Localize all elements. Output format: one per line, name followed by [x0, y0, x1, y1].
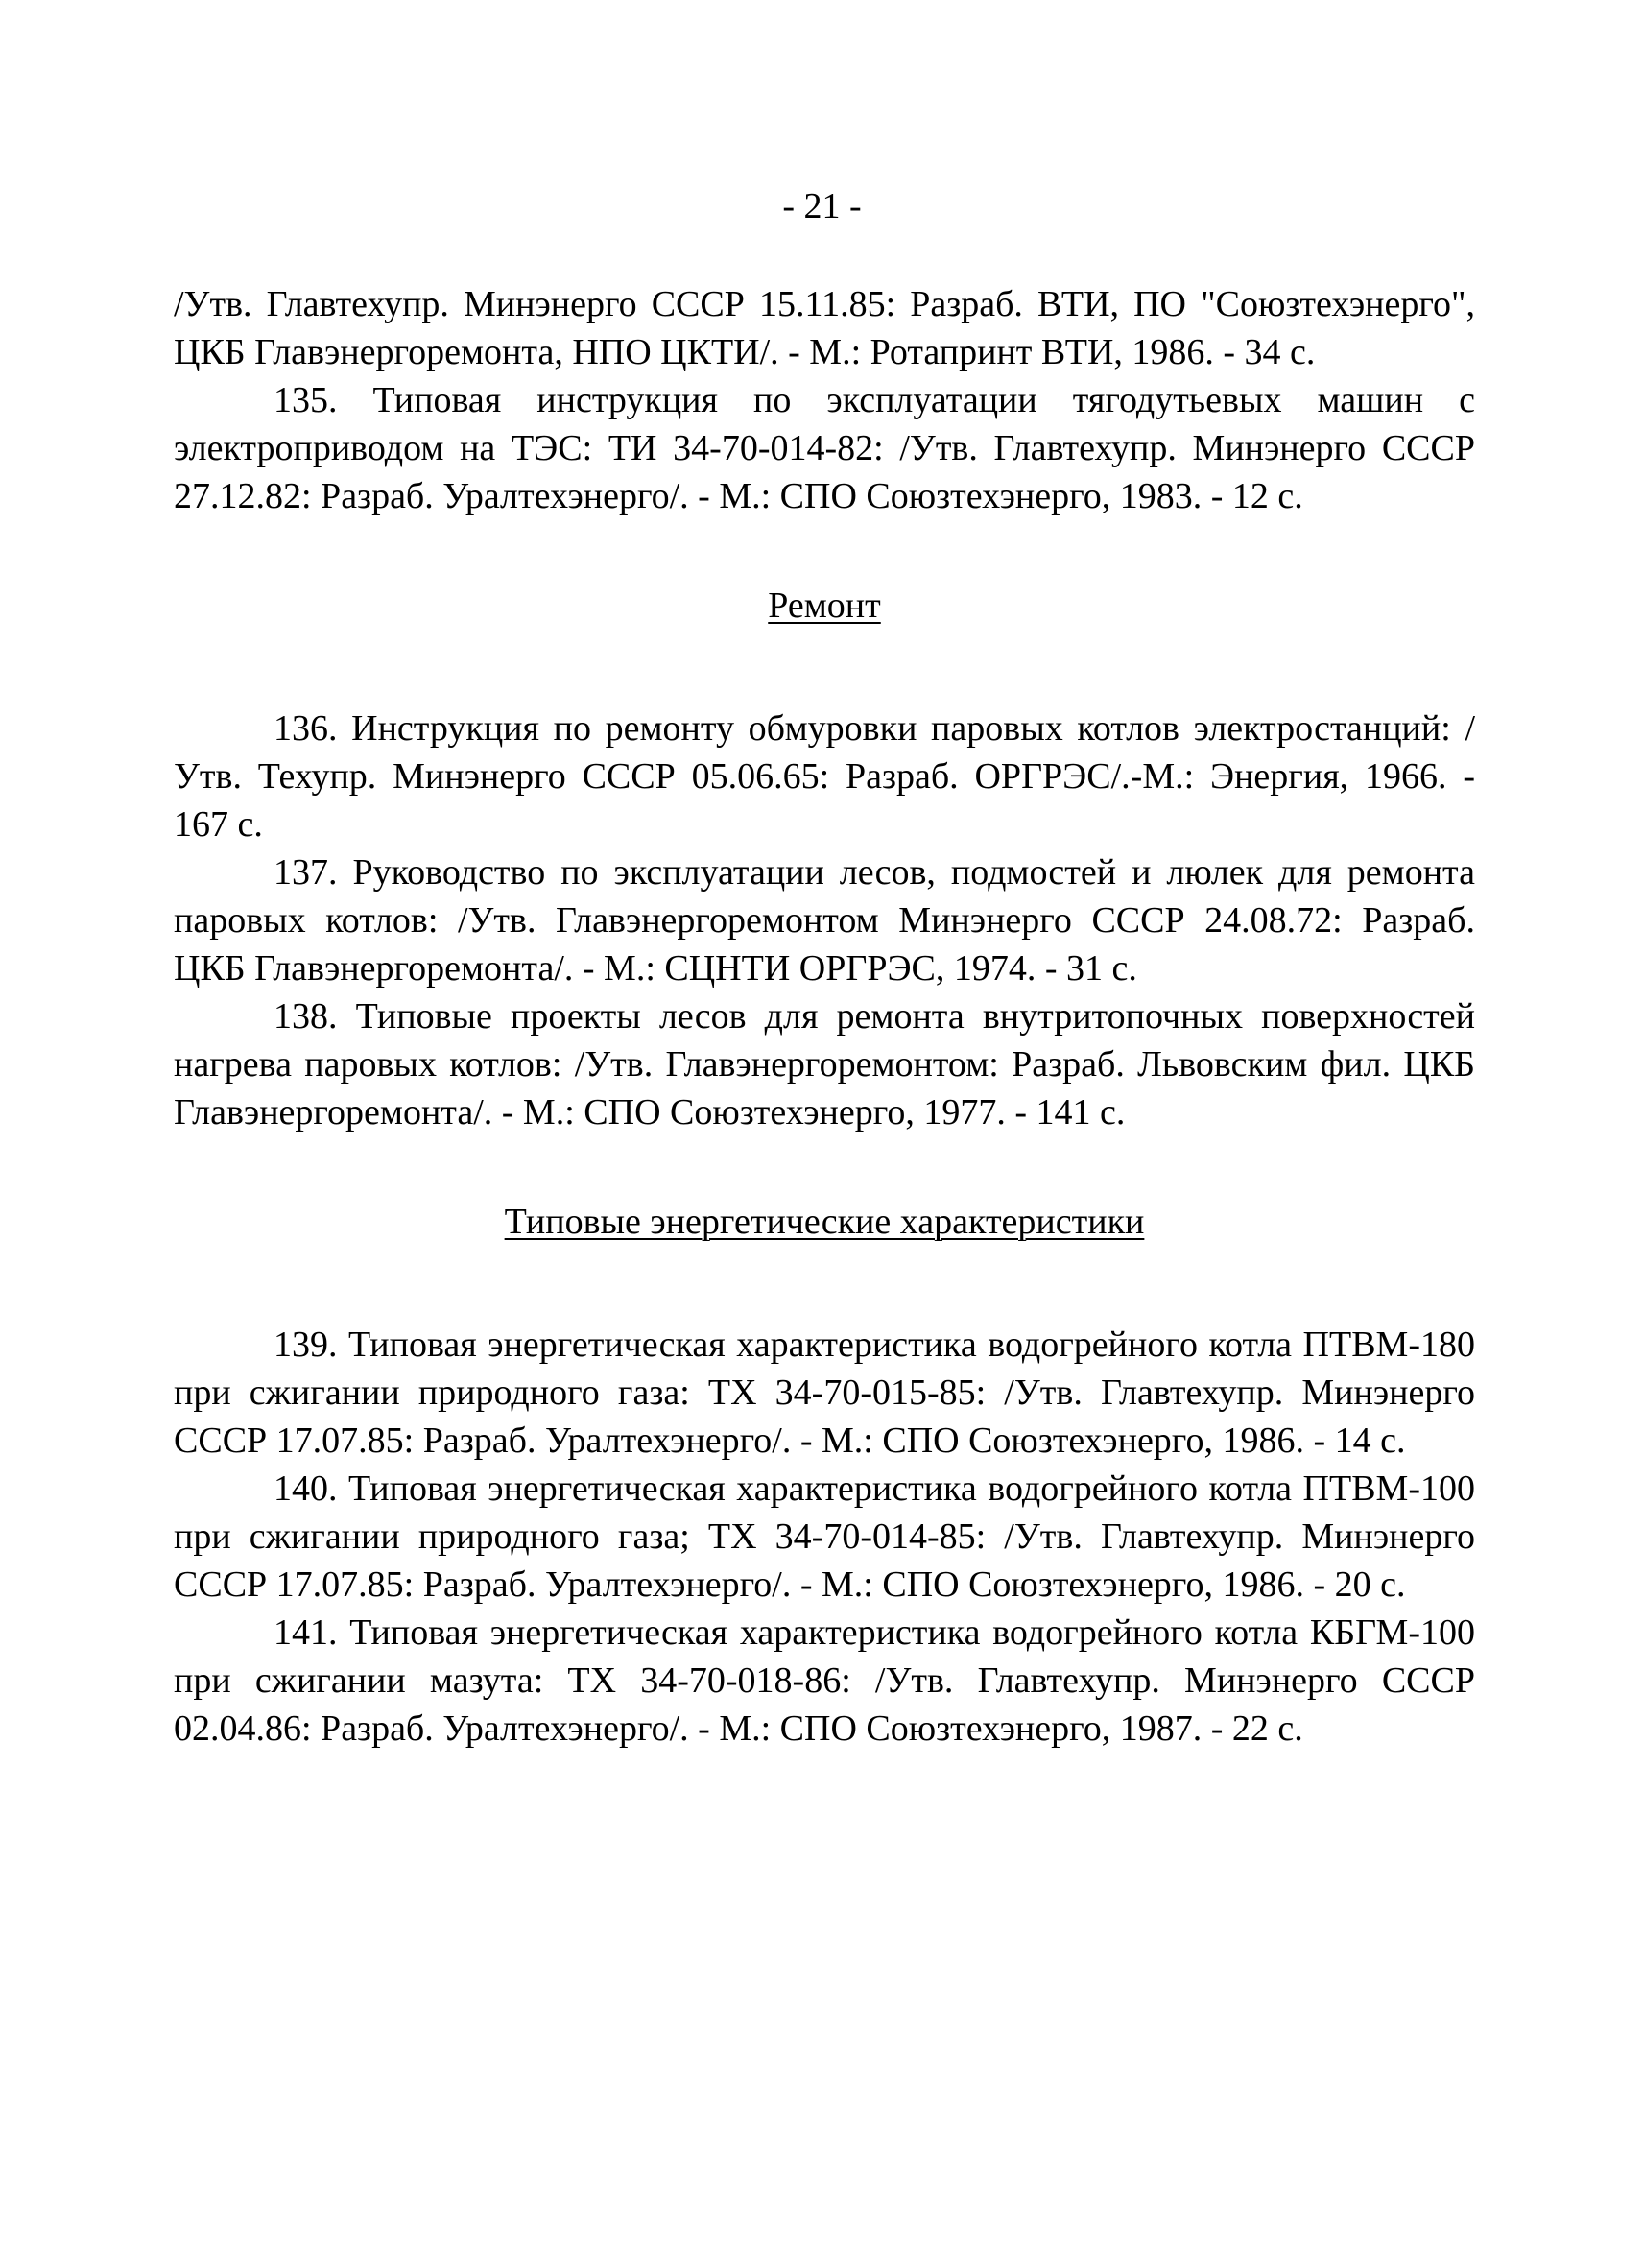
reference-entry-138: 138. Типовые проекты лесов для ремонта внутритопочных поверхностей нагрева паровых котлов: /Утв. Главэнергоремонтом: Разраб. Львовским фил. ЦКБ Главэнергоремонта/. - М.: СПО Союзтехэнерго, 1977. - 141 с.	[174, 996, 1475, 1133]
reference-entry-135: 135. Типовая инструкция по эксплуатации тягодутьевых машин с электроприводом на ТЭС: ТИ 34-70-014-82: /Утв. Главтехупр. Минэнерго СССР 27.12.82: Разраб. Уралтехэнерго/. - М.: СПО Союзтехэнерго, 1983. - 12 с.	[174, 380, 1475, 516]
page-number: - 21 -	[782, 186, 862, 227]
reference-entry-139: 139. Типовая энергетическая характеристика водогрейного котла ПТВМ-180 при сжигании природного газа: ТХ 34-70-015-85: /Утв. Главтехупр. Минэнерго СССР 17.07.85: Разраб. Уралтехэнерго/. - М.: СПО Союзтехэнерго, 1986. - 14 с.	[174, 1325, 1475, 1461]
page-content	[174, 280, 1475, 1753]
section-heading-energy-characteristics	[174, 1198, 1475, 1321]
reference-entry-141: 141. Типовая энергетическая характеристика водогрейного котла КБГМ-100 при сжигании мазута: ТХ 34-70-018-86: /Утв. Главтехупр. Минэнерго СССР 02.04.86: Разраб. Уралтехэнерго/. - М.: СПО Союзтехэнерго, 1987. - 22 с.	[174, 1612, 1475, 1749]
reference-entry-140: 140. Типовая энергетическая характеристика водогрейного котла ПТВМ-100 при сжигании природного газа; ТХ 34-70-014-85: /Утв. Главтехупр. Минэнерго СССР 17.07.85: Разраб. Уралтехэнерго/. - М.: СПО Союзтехэнерго, 1986. - 20 с.	[174, 1468, 1475, 1605]
reference-entry-136: 136. Инструкция по ремонту обмуровки паровых котлов электростанций: /Утв. Техупр. Минэнерго СССР 05.06.65: Разраб. ОРГРЭС/.-М.: Энергия, 1966. - 167 с.	[174, 708, 1475, 845]
section-heading-repair	[174, 582, 1475, 704]
reference-continuation: /Утв. Главтехупр. Минэнерго СССР 15.11.85: Разраб. ВТИ, ПО "Союзтехэнерго", ЦКБ Главэнергоремонта, НПО ЦКТИ/. - М.: Ротапринт ВТИ, 1986. - 34 с.	[174, 284, 1475, 372]
section-heading-repair-text: Ремонт	[768, 585, 881, 626]
section-heading-energy-characteristics-text: Типовые энергетические характеристики	[504, 1202, 1145, 1242]
reference-entry-137: 137. Руководство по эксплуатации лесов, подмостей и люлек для ремонта паровых котлов: /Утв. Главэнергоремонтом Минэнерго СССР 24.08.72: Разраб. ЦКБ Главэнергоремонта/. - М.: СЦНТИ ОРГРЭС, 1974. - 31 с.	[174, 852, 1475, 989]
